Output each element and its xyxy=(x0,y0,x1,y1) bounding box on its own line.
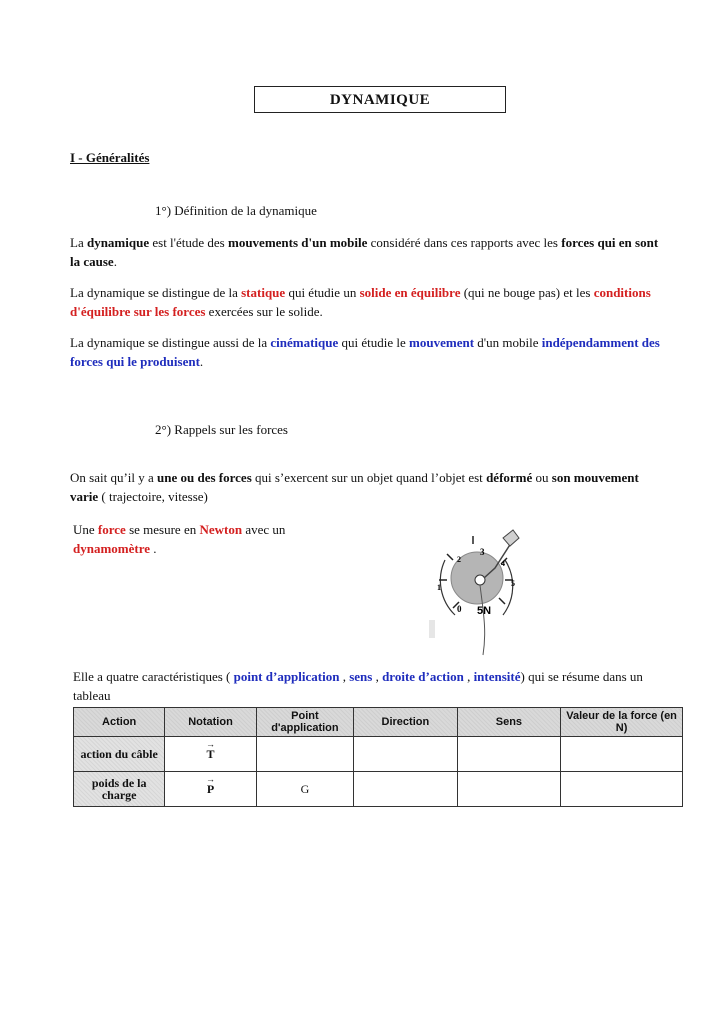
keyword-red: Newton xyxy=(199,522,243,537)
text: ) qui se résume dans un tableau xyxy=(73,669,643,703)
text: La dynamique se distingue aussi de la xyxy=(70,335,271,350)
table-header-row xyxy=(74,708,683,737)
cell-valeur xyxy=(561,772,683,807)
text: On sait qu’il y a xyxy=(70,470,158,485)
keyword-red: conditions d'équilibre sur les forces xyxy=(70,285,651,319)
cell-sens xyxy=(457,737,561,772)
text: qui s’exercent sur un objet quand l’objet est xyxy=(251,470,487,485)
cell-notation xyxy=(165,737,256,772)
cell-point: G xyxy=(256,772,353,807)
text: avec un xyxy=(242,522,286,537)
text: Elle a quatre caractéristiques ( xyxy=(73,669,234,684)
cell-action: action du câble xyxy=(74,737,165,772)
page-title: DYNAMIQUE xyxy=(254,86,506,113)
header-notation: Notation xyxy=(165,708,256,737)
cell-valeur xyxy=(561,737,683,772)
keyword-blue: indépendamment des forces qui le produisent xyxy=(70,335,660,369)
smudge xyxy=(429,620,435,638)
header-valeur: Valeur de la force (en N) xyxy=(561,708,683,737)
separator: , xyxy=(339,669,350,684)
keyword: mouvements d'un mobile xyxy=(228,235,368,250)
cell-action: poids de la charge xyxy=(74,772,165,807)
text: d'un mobile xyxy=(474,335,542,350)
text: Une xyxy=(73,522,98,537)
paragraph-caracteristiques xyxy=(73,667,653,705)
forces-table xyxy=(73,707,683,807)
keyword-blue: sens xyxy=(349,669,373,684)
separator: , xyxy=(463,669,474,684)
header-direction: Direction xyxy=(354,708,458,737)
cell-notation xyxy=(165,772,256,807)
text: . xyxy=(199,354,204,369)
dial-label-0: 0 xyxy=(457,604,462,614)
cell-direction xyxy=(354,772,458,807)
separator: , xyxy=(372,669,383,684)
keyword-red: dynamomètre xyxy=(73,541,151,556)
dynamometer-dial-illustration xyxy=(425,520,535,670)
subheading-definition: 1°) Définition de la dynamique xyxy=(155,203,317,218)
vector-notation: → T xyxy=(207,748,215,760)
paragraph-definition xyxy=(70,233,670,271)
text: qui étudie un xyxy=(285,285,360,300)
keyword-red: statique xyxy=(241,285,286,300)
text: qui étudie le xyxy=(338,335,410,350)
text: . xyxy=(113,254,117,269)
keyword-red: force xyxy=(97,522,126,537)
paragraph-forces xyxy=(70,468,650,506)
header-action: Action xyxy=(74,708,165,737)
paragraph-cinematique xyxy=(70,333,670,371)
section-heading-generalites: I - Généralités xyxy=(70,150,150,165)
text: (qui ne bouge pas) et les xyxy=(460,285,594,300)
keyword-blue: intensité xyxy=(473,669,521,684)
paragraph-newton xyxy=(73,520,313,558)
cell-sens xyxy=(457,772,561,807)
dial-label-5: 5 xyxy=(511,579,515,588)
dial-unit-label: 5N xyxy=(477,605,492,617)
table-row xyxy=(74,737,683,772)
text: se mesure en xyxy=(125,522,200,537)
dial-label-2: 2 xyxy=(457,555,461,564)
paragraph-statique xyxy=(70,283,666,321)
header-point: Point d'application xyxy=(256,708,353,737)
dial-label-4: 4 xyxy=(501,559,505,568)
keyword-blue: cinématique xyxy=(270,335,339,350)
vector-notation: → P xyxy=(207,783,214,795)
header-sens: Sens xyxy=(457,708,561,737)
text: . xyxy=(150,541,157,556)
text: considéré dans ces rapports avec les xyxy=(367,235,562,250)
keyword: forces qui en sont la cause xyxy=(70,235,659,269)
text: est l'étude des xyxy=(149,235,228,250)
dial-center xyxy=(475,575,485,585)
cable-clip xyxy=(503,530,519,546)
text: exercées sur le solide. xyxy=(205,304,323,319)
keyword: dynamique xyxy=(86,235,150,250)
dial-label-3: 3 xyxy=(480,547,485,557)
subheading-rappels: 2°) Rappels sur les forces xyxy=(155,422,288,437)
text: La xyxy=(70,235,87,250)
keyword-blue: mouvement xyxy=(409,335,475,350)
dial-label-1: 1 xyxy=(437,583,441,592)
cell-direction xyxy=(354,737,458,772)
text: ou xyxy=(532,470,552,485)
keyword: une ou des forces xyxy=(157,470,252,485)
keyword: déformé xyxy=(486,470,533,485)
text: ( trajectoire, vitesse) xyxy=(98,489,208,504)
keyword-red: solide en équilibre xyxy=(359,285,461,300)
cell-point xyxy=(256,737,353,772)
keyword: son mouvement varie xyxy=(70,470,639,504)
text: La dynamique se distingue de la xyxy=(70,285,242,300)
table-row xyxy=(74,772,683,807)
keyword-blue: droite d’action xyxy=(382,669,464,684)
keyword-blue: point d’application xyxy=(233,669,340,684)
